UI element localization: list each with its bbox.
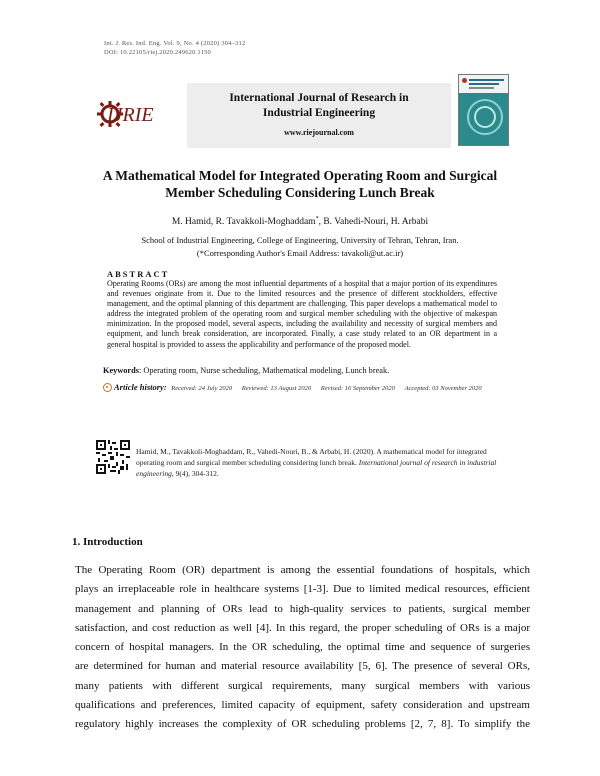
journal-citation-header: Int. J. Res. Ind. Eng. Vol. 9, No. 4 (2020) 304–312: [104, 40, 246, 47]
body-line: many patients with different surgical requirements, many surgical members with various: [75, 679, 530, 692]
paper-title: A Mathematical Model for Integrated Operating Room and Surgical Member Scheduling Considering Lunch Break: [102, 168, 498, 200]
journal-cover-thumbnail: [458, 74, 509, 146]
body-line: satisfaction, and cost reduction as well [4]. In this regard, the proper scheduling of ORs is a major: [75, 621, 530, 634]
journal-url[interactable]: www.riejournal.com: [284, 128, 354, 137]
body-line: qualifications and preferences, limited capacity of equipment, safety consideration and upstream: [75, 699, 530, 712]
keywords: Keywords: Operating room, Nurse scheduling, Mathematical modeling, Lunch break.: [103, 366, 390, 375]
introduction-body: [75, 561, 530, 735]
body-line: management and planning of ORs lead to high-quality services to patients, surgical member: [75, 602, 530, 615]
qr-code-icon[interactable]: [96, 440, 130, 474]
body-line: The Operating Room (OR) department is among the essential foundations of hospitals, which: [75, 564, 530, 576]
abstract-heading: ABSTRACT: [107, 269, 170, 279]
corresponding-author: (*Corresponding Author's Email Address: tavakoli@ut.ac.ir): [196, 248, 404, 258]
citation: Hamid, M., Tavakkoli-Moghaddam, R., Vahedi-Nouri, B., & Arbabi, H. (2020). A mathematical model for integrated operating room and surgical member scheduling considering lunch break. International journal of research in industrial engineering, 9(4), 304-312.: [136, 447, 497, 478]
section-heading: 1. Introduction: [72, 536, 143, 548]
article-history: Article history: Received: 24 July 2020 Reviewed: 13 August 2020 Revised: 16 September 2020 Accepted: 03 November 2020: [103, 382, 523, 392]
history-icon: [103, 383, 112, 392]
journal-title: International Journal of Research in Industrial Engineering: [229, 92, 409, 119]
authors: M. Hamid, R. Tavakkoli-Moghaddam*, B. Vahedi-Nouri, H. Arbabi: [171, 216, 429, 228]
body-line: regulatory highly increases the complexity of OR scheduling problems [2, 7, 8]. To simplify the: [75, 718, 530, 731]
affiliation: School of Industrial Engineering, College of Engineering, University of Tehran, Tehran, Iran.: [141, 235, 459, 245]
body-line: plays an irreplaceable role in healthcare systems [1-3]. Due to limited medical resources, efficient: [75, 583, 530, 596]
ijrie-logo: [96, 92, 158, 136]
doi-header: DOI: 10.22105/riej.2020.249620.1150: [104, 49, 211, 56]
abstract-text: Operating Rooms (ORs) are among the most influential departments of a hospital that a major portion of its expenditures and revenues originate from it. Due to the limited resources and the presence of different stockholders, effective management, and the optimal planning of this department are challenging. This paper develops a mathematical model to address the integrated problem of the operating room and surgical member scheduling with the objective of makespan minimization. In the proposed model, several aspects, including the availability and necessity of surgical members and equipment, and lunch break consideration, are incorporated. Finally, a case study related to an OR department in a general hospital is provided to assess the applicability and performance of the proposed model.: [107, 279, 497, 349]
body-line: are determined for human and material resource availability [5, 6]. The presence of several ORs,: [75, 660, 530, 673]
svg-text:IJRIE: IJRIE: [107, 104, 154, 126]
body-line: concern of hospital managers. In the OR scheduling, the optimal time and sequence of surgeries: [75, 641, 530, 654]
